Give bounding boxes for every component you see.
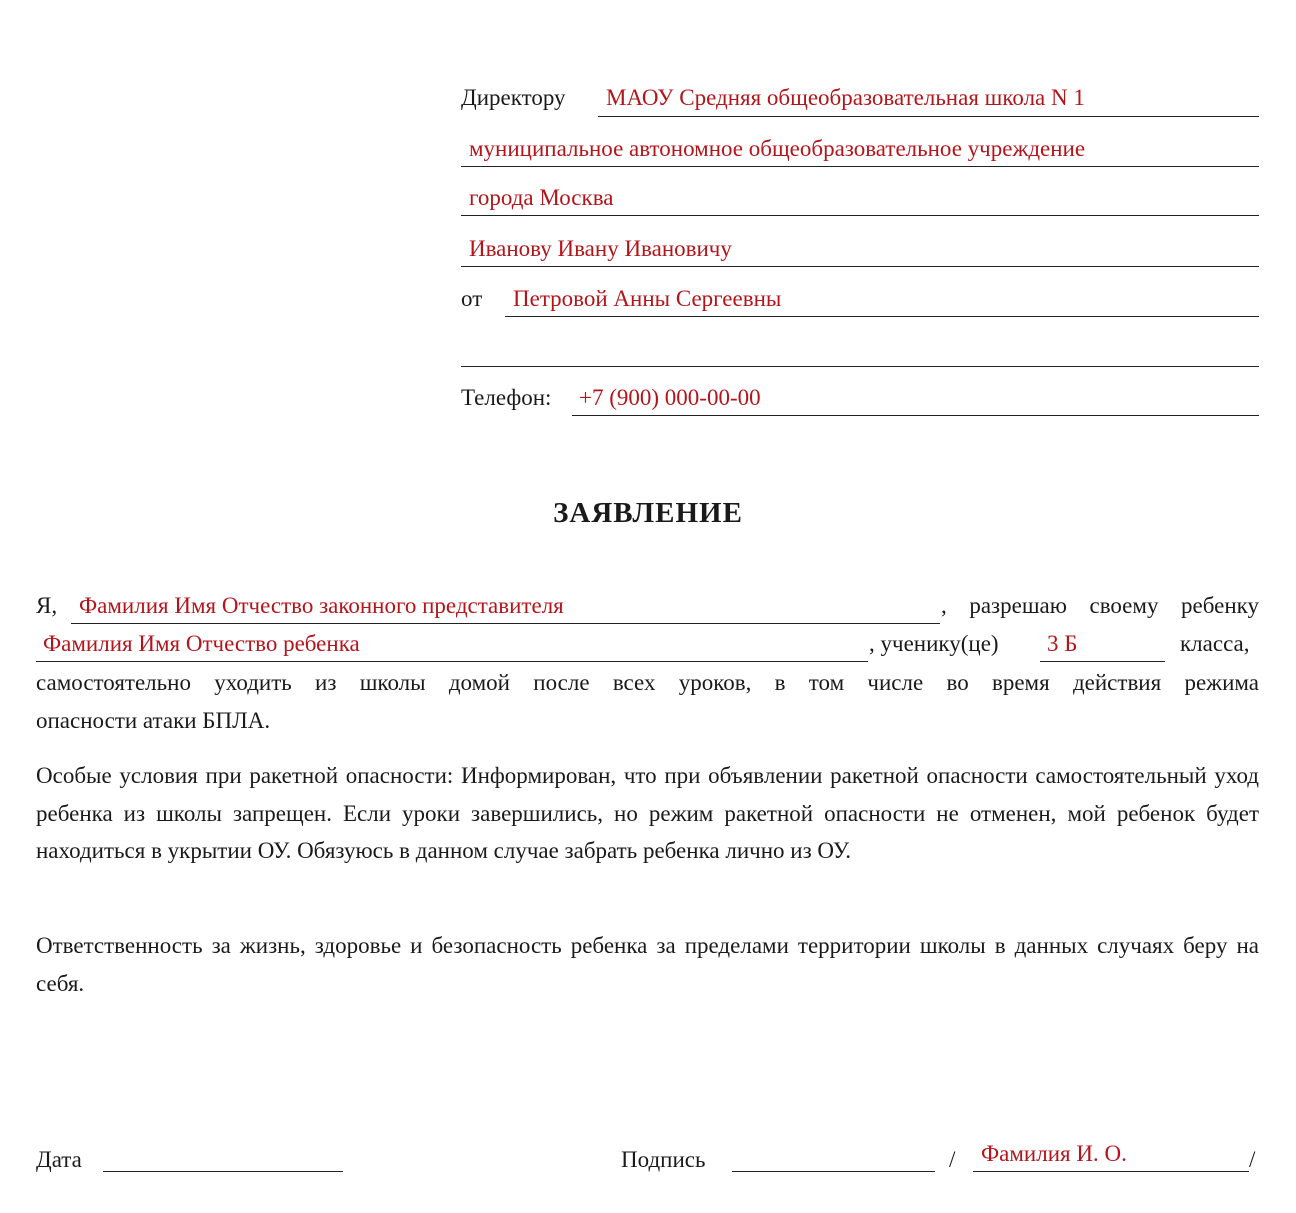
blank-underline [461, 366, 1259, 367]
from-name-underline [505, 316, 1259, 317]
phone-label: Телефон: [461, 385, 552, 410]
parent-name-underline [71, 623, 940, 624]
director-label: Директору [461, 85, 566, 110]
from-name-field[interactable]: Петровой Анны Сергеевны [513, 286, 782, 311]
signature-label: Подпись [621, 1147, 706, 1172]
city-underline [461, 215, 1259, 216]
phone-field[interactable]: +7 (900) 000-00-00 [579, 385, 761, 410]
city-field[interactable]: города Москва [469, 185, 614, 210]
class-field[interactable]: 3 Б [1047, 631, 1078, 656]
responsibility-paragraph: Ответственность за жизнь, здоровье и безопасность ребенка за пределами территории школы в данных случаях беру на себя. [36, 933, 1259, 996]
school-name-underline [598, 116, 1259, 117]
class-underline [1040, 661, 1165, 662]
parent-name-field[interactable]: Фамилия Имя Отчество законного представителя [79, 593, 564, 618]
allow-text: , разрешаю своему ребенку [941, 593, 1259, 618]
slash-separator: / [949, 1147, 956, 1172]
body-line-3: самостоятельно уходить из школы домой после всех уроков, в том числе во время действия режима [36, 670, 1259, 695]
pupil-text: , ученику(це) [869, 631, 999, 656]
school-type-underline [461, 166, 1259, 167]
signer-name-underline [973, 1171, 1249, 1172]
child-name-underline [36, 661, 868, 662]
class-label: класса, [1180, 631, 1250, 656]
date-underline[interactable] [103, 1171, 343, 1172]
phone-underline [572, 415, 1259, 416]
date-label: Дата [36, 1147, 82, 1172]
school-name-field[interactable]: МАОУ Средняя общеобразовательная школа N 1 [606, 85, 1085, 110]
director-name-field[interactable]: Иванову Ивану Ивановичу [469, 236, 732, 261]
missile-conditions-paragraph: Особые условия при ракетной опасности: Информирован, что при объявлении ракетной опасности самостоятельный уход ребенка из школы запрещен. Если уроки завершились, но режим ракетной опасности не отменен, мой ребенок будет находиться в укрытии ОУ. Обязуюсь в данном случае забрать ребенка лично из ОУ. [36, 763, 1259, 863]
body-line-4: опасности атаки БПЛА. [36, 708, 271, 733]
i-label: Я, [36, 593, 58, 618]
school-type-field[interactable]: муниципальное автономное общеобразовательное учреждение [469, 136, 1086, 161]
signature-underline[interactable] [732, 1171, 935, 1172]
from-label: от [461, 286, 483, 311]
signer-name-field[interactable]: Фамилия И. О. [981, 1141, 1127, 1166]
document-title: ЗАЯВЛЕНИЕ [553, 497, 743, 529]
slash-end: / [1249, 1147, 1256, 1172]
child-name-field[interactable]: Фамилия Имя Отчество ребенка [43, 631, 360, 656]
director-name-underline [461, 266, 1259, 267]
